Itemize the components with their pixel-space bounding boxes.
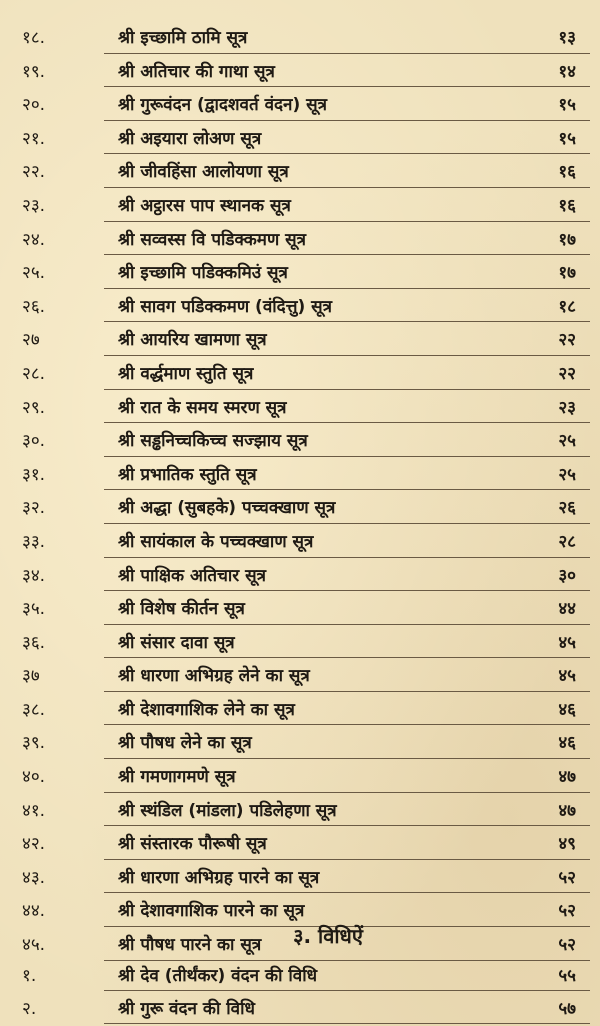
toc-entry — [22, 87, 590, 121]
toc-entry — [22, 457, 590, 491]
toc-entry — [22, 356, 590, 390]
entry-page-number: ५२ — [558, 901, 576, 922]
toc-entry — [22, 558, 590, 592]
entry-number: ४०. — [22, 767, 46, 788]
entry-number: ३९. — [22, 733, 46, 754]
entry-number: ३३. — [22, 531, 46, 552]
entry-title: श्री धारणा अभिग्रह पारने का सूत्र — [118, 867, 320, 888]
entry-title: श्री धारणा अभिग्रह लेने का सूत्र — [118, 666, 310, 687]
toc-entry — [22, 222, 590, 256]
entry-number: १. — [22, 966, 37, 986]
entry-title: श्री पौषध लेने का सूत्र — [118, 733, 252, 754]
entry-number: २२. — [22, 162, 46, 183]
entry-number: २३. — [22, 195, 46, 216]
toc-list-2 — [0, 958, 600, 1024]
entry-title: श्री विशेष कीर्तन सूत्र — [118, 599, 245, 620]
entry-page-number: ४७ — [558, 800, 576, 821]
entry-number: ३७ — [22, 666, 40, 687]
entry-page-number: २५ — [558, 464, 576, 485]
entry-title: श्री अद्धा (सुबहके) पच्चक्खाण सूत्र — [118, 498, 336, 519]
entry-number: २. — [22, 999, 37, 1019]
entry-title: श्री अट्ठारस पाप स्थानक सूत्र — [118, 195, 291, 216]
section-title: ३. विधिऐं — [293, 924, 363, 948]
entry-page-number: २५ — [558, 431, 576, 452]
entry-number: ३५. — [22, 599, 46, 620]
entry-title: श्री अतिचार की गाथा सूत्र — [118, 61, 275, 82]
toc-entry — [22, 991, 590, 1024]
entry-number: ३८. — [22, 699, 46, 720]
toc-entry — [22, 524, 590, 558]
entry-page-number: १७ — [558, 263, 576, 284]
entry-page-number: ४७ — [558, 767, 576, 788]
entry-title: श्री पाक्षिक अतिचार सूत्र — [118, 565, 267, 586]
entry-number: २६. — [22, 296, 46, 317]
entry-number: २४. — [22, 229, 46, 250]
entry-number: २१. — [22, 128, 46, 149]
entry-title: श्री पौषध पारने का सूत्र — [118, 935, 262, 956]
entry-number: ३२. — [22, 498, 46, 519]
toc-entry — [22, 692, 590, 726]
toc-entry — [22, 490, 590, 524]
entry-page-number: २२ — [558, 363, 576, 384]
entry-number: २५. — [22, 263, 46, 284]
entry-page-number: १८ — [558, 296, 576, 317]
toc-entry — [22, 826, 590, 860]
entry-title: श्री सावग पडिक्कमण (वंदित्तु) सूत्र — [118, 296, 333, 317]
entry-number: ४३. — [22, 867, 46, 888]
entry-page-number: ३० — [558, 565, 576, 586]
entry-page-number: ५७ — [558, 999, 576, 1019]
toc-entry — [22, 289, 590, 323]
entry-title: श्री अइयारा लोअण सूत्र — [118, 128, 262, 149]
entry-page-number: १६ — [558, 162, 576, 183]
entry-title: श्री संस्तारक पौरूषी सूत्र — [118, 834, 267, 855]
entry-page-number: ४५ — [558, 632, 576, 653]
entry-title: श्री गुरूवंदन (द्वादशवर्त वंदन) सूत्र — [118, 95, 328, 116]
entry-number: २०. — [22, 95, 46, 116]
entry-page-number: २३ — [558, 397, 576, 418]
entry-title: श्री सायंकाल के पच्चक्खाण सूत्र — [118, 531, 314, 552]
toc-list — [0, 20, 600, 961]
toc-entry — [22, 591, 590, 625]
toc-entry — [22, 322, 590, 356]
entry-page-number: ५५ — [558, 966, 576, 986]
entry-title: श्री गमणागमणे सूत्र — [118, 767, 236, 788]
toc-entry — [22, 958, 590, 991]
entry-number: २७ — [22, 330, 40, 351]
entry-page-number: २६ — [558, 498, 576, 519]
entry-page-number: २२ — [558, 330, 576, 351]
entry-page-number: ४६ — [558, 699, 576, 720]
entry-number: ३१. — [22, 464, 46, 485]
toc-entry — [22, 860, 590, 894]
entry-page-number: ४६ — [558, 733, 576, 754]
toc-entry — [22, 390, 590, 424]
entry-title: श्री सव्वस्स वि पडिक्कमण सूत्र — [118, 229, 307, 250]
entry-page-number: १३ — [558, 28, 576, 48]
toc-entry — [22, 759, 590, 793]
entry-number: ४५. — [22, 935, 46, 956]
entry-title: श्री देव (तीर्थंकर) वंदन की विधि — [118, 966, 318, 986]
entry-title: श्री संसार दावा सूत्र — [118, 632, 235, 653]
toc-entry — [22, 658, 590, 692]
entry-title: श्री गुरू वंदन की विधि — [118, 999, 255, 1019]
entry-page-number: १७ — [558, 229, 576, 250]
entry-title: श्री जीवहिंसा आलोयणा सूत्र — [118, 162, 289, 183]
toc-entry — [22, 725, 590, 759]
toc-entry — [22, 188, 590, 222]
toc-entry — [22, 54, 590, 88]
entry-page-number: १४ — [558, 61, 576, 82]
entry-title: श्री सड्ढनिच्चकिच्च सज्झाय सूत्र — [118, 431, 308, 452]
entry-page-number: १५ — [558, 95, 576, 116]
entry-page-number: ४४ — [558, 599, 576, 620]
entry-page-number: २८ — [558, 531, 576, 552]
toc-entry — [22, 20, 590, 54]
entry-number: १८. — [22, 28, 46, 48]
toc-entry — [22, 255, 590, 289]
entry-number: ४१. — [22, 800, 46, 821]
toc-entry — [22, 625, 590, 659]
entry-page-number: १६ — [558, 195, 576, 216]
entry-title: श्री रात के समय स्मरण सूत्र — [118, 397, 287, 418]
entry-page-number: ४९ — [558, 834, 576, 855]
entry-title: श्री वर्द्धमाण स्तुति सूत्र — [118, 363, 254, 384]
entry-number: ४४. — [22, 901, 46, 922]
toc-entry — [22, 154, 590, 188]
entry-page-number: ५२ — [558, 935, 576, 956]
entry-number: ३६. — [22, 632, 46, 653]
section-heading — [0, 922, 600, 949]
entry-number: ३०. — [22, 431, 46, 452]
entry-title: श्री देशावगाशिक पारने का सूत्र — [118, 901, 305, 922]
entry-page-number: ५२ — [558, 867, 576, 888]
toc-entry — [22, 793, 590, 827]
entry-title: श्री देशावगाशिक लेने का सूत्र — [118, 699, 295, 720]
entry-number: ४२. — [22, 834, 46, 855]
toc-entry — [22, 121, 590, 155]
entry-number: १९. — [22, 61, 46, 82]
entry-number: ३४. — [22, 565, 46, 586]
entry-title: श्री इच्छामि पडिक्कमिउं सूत्र — [118, 263, 288, 284]
entry-title: श्री स्थंडिल (मांडला) पडिलेहणा सूत्र — [118, 800, 337, 821]
entry-number: २८. — [22, 363, 46, 384]
entry-number: २९. — [22, 397, 46, 418]
entry-title: श्री आयरिय खामणा सूत्र — [118, 330, 267, 351]
entry-title: श्री प्रभातिक स्तुति सूत्र — [118, 464, 257, 485]
entry-page-number: १५ — [558, 128, 576, 149]
entry-title: श्री इच्छामि ठामि सूत्र — [118, 28, 248, 48]
toc-entry — [22, 423, 590, 457]
entry-page-number: ४५ — [558, 666, 576, 687]
